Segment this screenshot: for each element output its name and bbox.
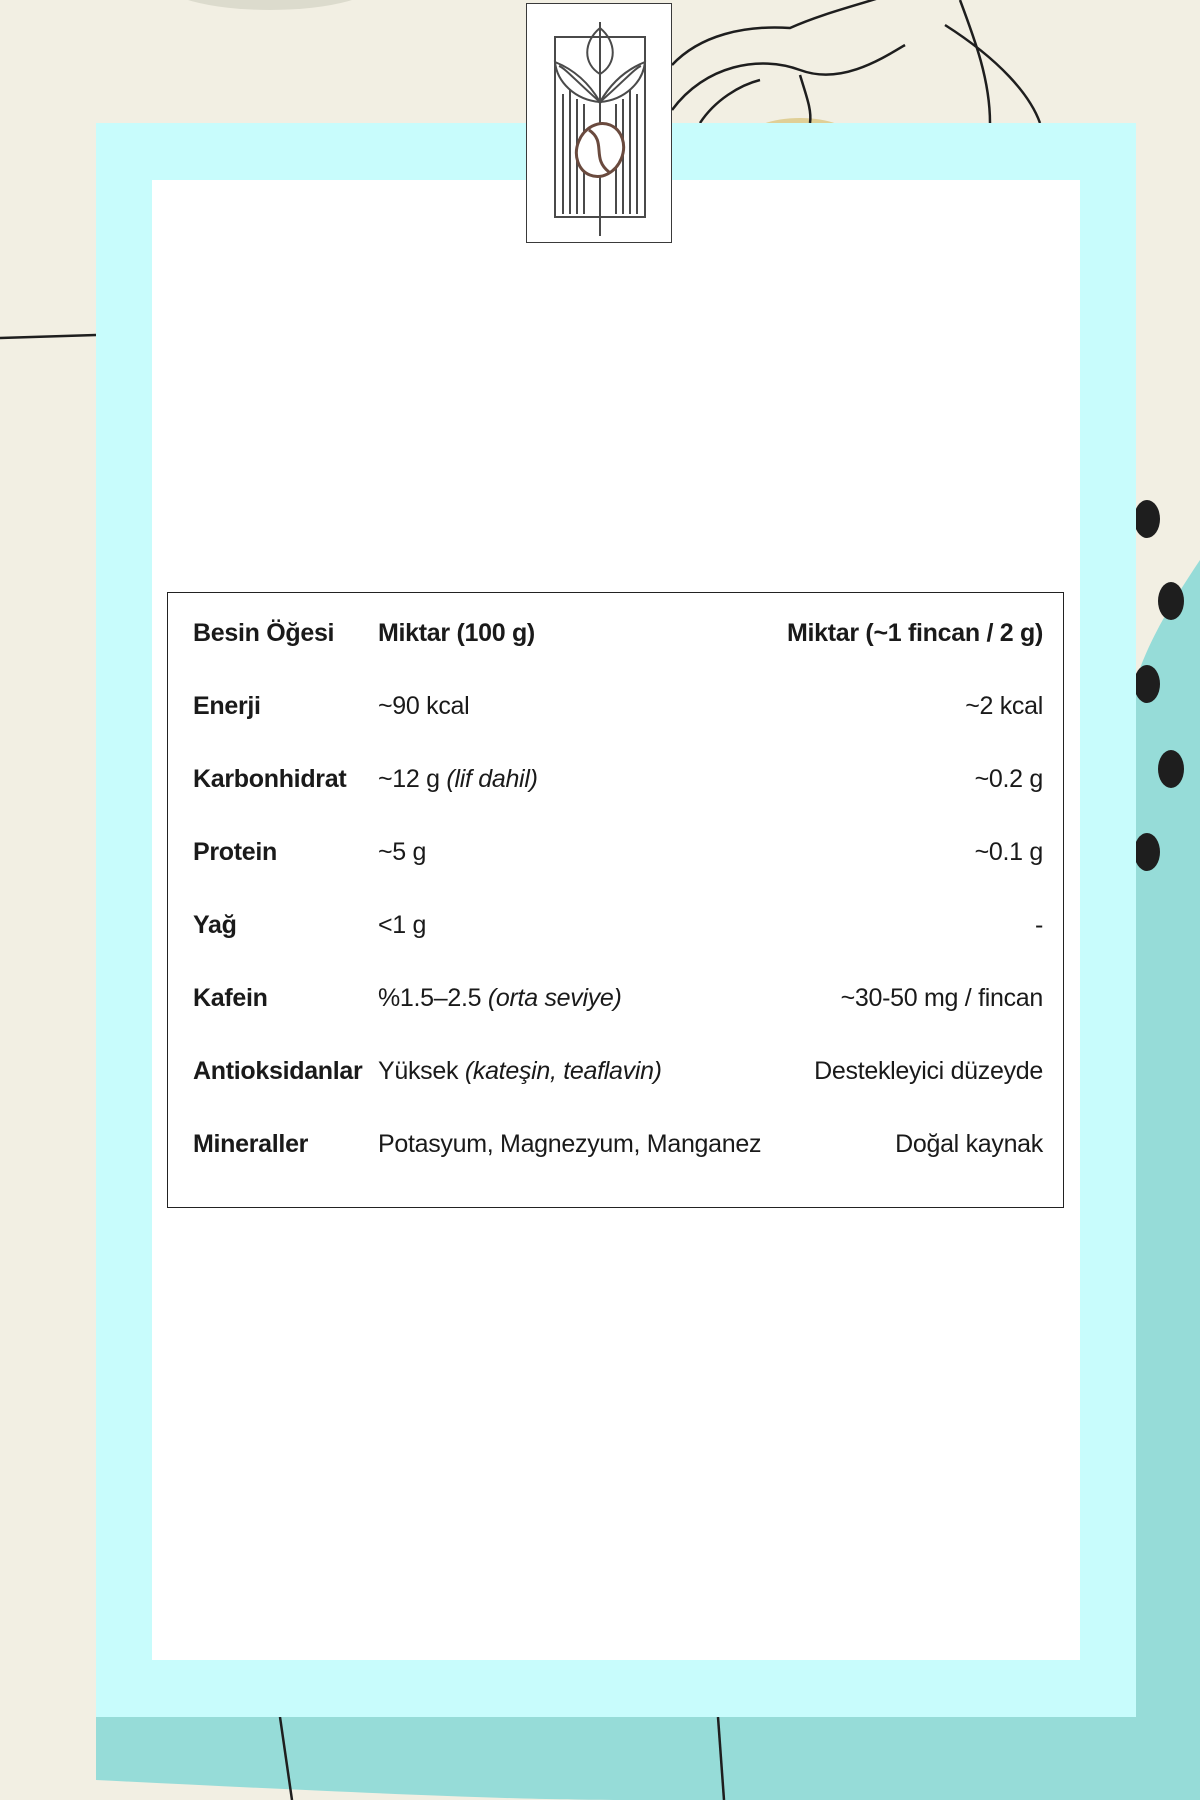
nutrient-name: Mineraller [193,1130,309,1158]
amount-cup: ~0.1 g [974,838,1043,866]
header-nutrient: Besin Öğesi [193,619,335,647]
brand-logo [526,3,672,243]
amount-100g: Potasyum, Magnezyum, Manganez [378,1130,762,1158]
table-row [168,1126,1063,1166]
header-amount-100g: Miktar (100 g) [378,619,535,647]
decorative-dot [1158,582,1184,620]
nutrient-name: Yağ [193,911,237,939]
table-row [168,761,1063,801]
amount-cup: Destekleyici düzeyde [814,1057,1043,1085]
decorative-dot [1134,665,1160,703]
header-amount-cup: Miktar (~1 fincan / 2 g) [786,619,1043,647]
nutrient-name: Kafein [193,984,268,1012]
table-row [168,1053,1063,1093]
nutrient-name: Antioksidanlar [193,1057,363,1085]
nutrient-name: Enerji [193,692,261,720]
table-row [168,980,1063,1020]
amount-note: (lif dahil) [446,765,538,793]
amount-100g: ~90 kcal [378,692,470,720]
amount-cup: ~0.2 g [974,765,1043,793]
amount-100g: <1 g [378,911,427,939]
amount-cup: Doğal kaynak [895,1130,1043,1158]
decorative-dot [1158,750,1184,788]
table-row [168,834,1063,874]
table-row [168,688,1063,728]
amount-cup: - [1034,911,1043,939]
table-header-row [168,615,1063,655]
amount-100g: ~12 g (lif dahil) [378,765,538,793]
nutrient-name: Protein [193,838,278,866]
amount-100g: ~5 g [378,838,427,866]
amount-cup: ~30-50 mg / fincan [840,984,1043,1012]
amount-100g: Yüksek (kateşin, teaflavin) [378,1057,662,1085]
nutrient-name: Karbonhidrat [193,765,347,793]
decorative-dot [1134,833,1160,871]
table-row [168,907,1063,947]
amount-note: (orta seviye) [487,984,622,1012]
nutrition-table [167,592,1064,1208]
decorative-dot [1134,500,1160,538]
amount-cup: ~2 kcal [965,692,1043,720]
amount-note: (kateşin, teaflavin) [464,1057,662,1085]
amount-100g: %1.5–2.5 (orta seviye) [378,984,622,1012]
coffee-bean-leaves-logo-icon [527,4,673,244]
